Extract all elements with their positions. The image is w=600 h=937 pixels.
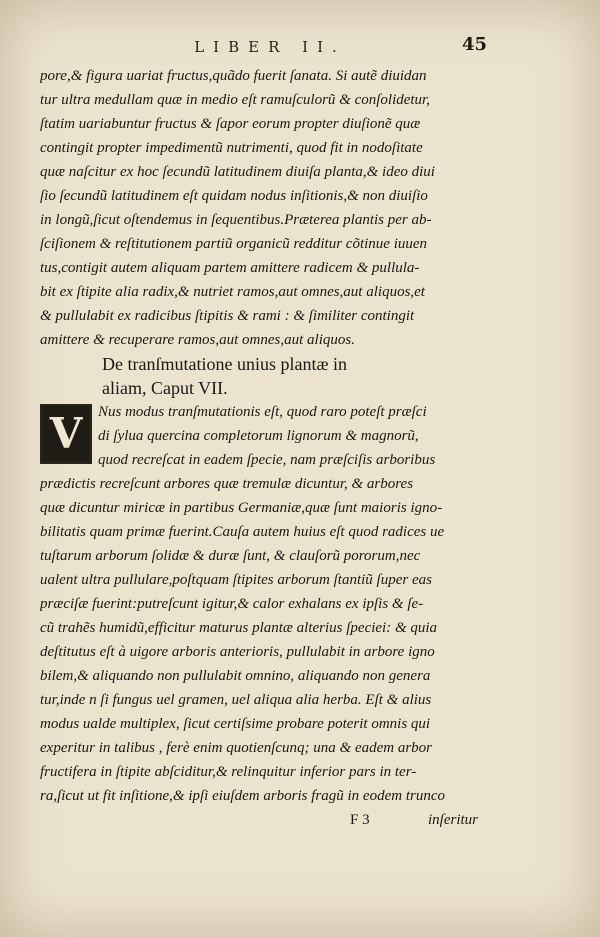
chapter-opening <box>40 400 500 472</box>
text-line: pore,& figura uariat fructus,quãdo fuerit ſanata. Si autẽ diuidan <box>40 68 427 84</box>
text-line: modus ualde multiplex, ſicut certiſsime probare poterit omnis qui <box>40 716 431 732</box>
chapter-heading-line-1: De tranſmutatione unius plantæ in <box>102 354 347 374</box>
decorated-initial: V <box>40 404 92 464</box>
text-line: amittere & recuperare ramos,aut omnes,aut aliquos. <box>40 332 355 348</box>
text-line: ualent ultra pullulare,poſtquam ſtipites arborum ſtantiũ ſuper eas <box>40 572 432 588</box>
text-line: tus,contigit autem aliquam partem amittere radicem & pullula- <box>40 260 420 276</box>
text-line: fructifera in ſtipite abſciditur,& relinquitur inferior pars in ter- <box>40 764 417 780</box>
text-line: ſio ſecundũ latitudinem eſt quidam nodus inſitionis,& non diuiſio <box>40 188 428 204</box>
chapter-heading-line-2: aliam, Caput VII. <box>102 378 228 398</box>
text-line: quæ dicuntur miricæ in partibus Germaniæ,quæ ſunt maioris igno- <box>40 500 443 516</box>
catchword: inſeritur <box>428 812 479 828</box>
text-line: & pullulabit ex radicibus ſtipitis & rami : & ſimiliter contingit <box>40 308 415 324</box>
text-line: cũ trahẽs humidũ,efficitur maturus plantæ alterius ſpeciei: & quia <box>40 620 438 636</box>
text-line: quæ naſcitur ex hoc ſecundũ latitudinem diuiſa planta,& ideo diui <box>40 164 435 180</box>
text-line: experitur in talibus , ferè enim quotienſcunq; una & eadem arbor <box>40 740 433 756</box>
text-line: ſtatim uariabuntur fructus & ſapor eorum propter diuſionẽ quæ <box>40 116 421 132</box>
text-line: di ſylua quercina completorum lignorum & magnorũ, <box>98 428 419 444</box>
paragraph-2 <box>40 472 500 808</box>
signature-mark: F 3 <box>350 812 370 828</box>
text-line: bit ex ſtipite alia radix,& nutriet ramos,aut omnes,aut aliquos,et <box>40 284 425 300</box>
text-line: ra,ſicut ut fit inſitione,& ipſi eiuſdem arboris fragũ in eodem trunco <box>40 788 445 804</box>
running-head: LIBER II. <box>194 38 346 56</box>
text-line: ſciſionem & reſtitutionem partiũ organicũ redditur cõtinue iuuen <box>40 236 428 252</box>
paragraph-2-indented-lines <box>40 400 500 472</box>
text-line: tuſtarum arborum ſolidæ & duræ ſunt, & clauſorũ pororum,nec <box>40 548 421 564</box>
page-number: 45 <box>462 34 488 55</box>
text-line: tur,inde n ſi fungus uel gramen, uel aliqua alia herba. Eſt & alius <box>40 692 432 708</box>
text-line: quod recreſcat in eadem ſpecie, nam præſciſis arboribus <box>98 452 436 468</box>
text-line: bilitatis quam primæ fuerint.Cauſa autem huius eſt quod radices ue <box>40 524 445 540</box>
text-line: Nus modus tranſmutationis eſt, quod raro poteſt præſci <box>98 404 427 420</box>
text-block <box>40 64 500 832</box>
text-line: deſtitutus eſt à uigore arboris anterioris, pullulabit in arbore igno <box>40 644 435 660</box>
text-line: bilem,& aliquando non pullulabit omnino, aliquando non genera <box>40 668 431 684</box>
text-line: contingit propter impedimentũ nutrimenti, quod fit in nodoſitate <box>40 140 423 156</box>
text-line: in longũ,ſicut oſtendemus in ſequentibus.Præterea plantis per ab- <box>40 212 432 228</box>
text-line: tur ultra medullam quæ in medio eſt ramuſculorũ & conſolidetur, <box>40 92 430 108</box>
page-footer <box>40 808 500 832</box>
text-line: prædictis recreſcunt arbores quæ tremulæ dicuntur, & arbores <box>40 476 414 492</box>
text-line: præciſæ fuerint:putreſcunt igitur,& calor exhalans ex ipſis & ſe- <box>40 596 424 612</box>
paragraph-1 <box>40 64 500 352</box>
